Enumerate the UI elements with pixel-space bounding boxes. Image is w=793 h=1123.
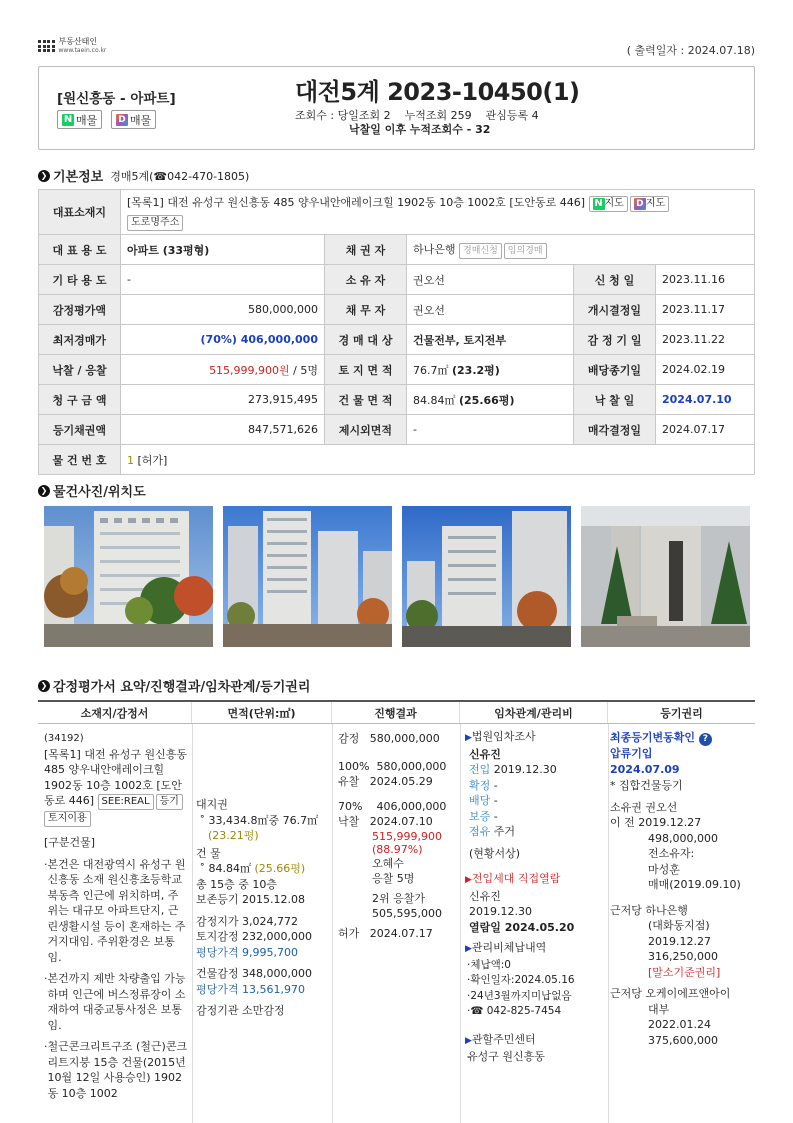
land-right-label: 대지권 <box>196 798 228 811</box>
column-divider <box>608 724 609 1123</box>
owner-value: 권오선 <box>407 265 574 295</box>
other-usage-label: 기 타 용 도 <box>39 265 121 295</box>
fee-check-date: ·확인일자:2024.05.16 <box>467 974 575 986</box>
triangle-right-icon: ▶ <box>465 875 472 885</box>
creditor-label: 채 권 자 <box>325 235 407 265</box>
land-right-area-value: 33,434.8㎡중 76.7㎡ <box>208 813 319 827</box>
logo-url: www.taein.co.kr <box>58 47 107 54</box>
appraisal-value: 580,000,000 <box>121 295 325 325</box>
building-registry-note: * 집합건물등기 <box>610 779 683 792</box>
chevron-right-icon: ❯ <box>38 170 50 182</box>
building-area-value: 84.84㎡ <box>413 393 456 407</box>
mortgage-1-holder: 근저당 하나은행 <box>610 903 688 917</box>
ownership-holder: 소유권 권오선 <box>610 800 678 814</box>
tenant-move-in <box>465 762 608 778</box>
appraisal-note-3: · 철근콘크리트구조 (철근)콘크리트지붕 15층 건물(2015년 10월 12일 사용승인) 1902동 10층 1002 <box>44 1040 188 1100</box>
fee-note: ·24년3월까지미납없음 <box>467 989 572 1002</box>
tenant-deposit-value: - <box>493 809 498 823</box>
dividend-deadline-label: 배당종기일 <box>574 355 656 385</box>
land-area-cell <box>407 355 574 385</box>
sale-date-label: 낙 찰 일 <box>574 385 656 415</box>
building-appraisal: 건물감정 348,000,000 <box>196 967 312 980</box>
daum-icon: D <box>634 198 646 210</box>
tenant-fixed-date-value: - <box>493 778 498 792</box>
progress-round-2-pct: 70% <box>338 799 363 813</box>
progress-round-2-price: 406,000,000 <box>376 799 447 813</box>
land-appraisal: 토지감정 232,000,000 <box>196 930 312 943</box>
building-pyeong-sum: (25.66평) <box>254 862 306 875</box>
building-pyeong-price: 평당가격 13,561,970 <box>196 982 305 996</box>
mortgage-1-branch: (대화동지점) <box>648 919 710 932</box>
tenant-deposit-label: 보증 <box>469 809 491 823</box>
building-area-label: 건 물 면 적 <box>325 385 407 415</box>
min-price-value: 406,000,000 <box>240 333 318 346</box>
progress-bidders: 응찰 5명 <box>372 872 415 885</box>
address-appraisal-column <box>44 731 188 1101</box>
appraisal-note-2-text: 본건까지 제반 차량출입 가능하며 인근에 버스정류장이 소재하여 대중교통사정은 보통임. <box>47 972 186 1032</box>
address-label: 대표소재지 <box>39 190 121 235</box>
col-header-progress: 진행결과 <box>332 702 460 723</box>
tenant-occupancy-value: 주거 <box>493 825 516 838</box>
progress-permit-date: 2024.07.17 <box>369 926 433 940</box>
fee-arrears: ·체납액:0 <box>467 958 511 971</box>
progress-bid: 515,999,900 <box>372 829 442 843</box>
seizure-date: 2024.07.09 <box>610 762 680 776</box>
sale-type-date: 매매(2019.09.10) <box>648 878 741 891</box>
category-label: [원신흥동 - 아파트] <box>57 91 176 107</box>
fee-phone: ·☎ 042-825-7454 <box>467 1005 562 1017</box>
claim-amount-value: 273,915,495 <box>121 385 325 415</box>
household-name: 신유진 <box>469 889 501 903</box>
naver-icon: N <box>594 198 603 209</box>
tenant-dividend <box>465 793 608 809</box>
logo-name: 부동산태인 <box>58 37 98 46</box>
fee-label: 관리비체납내역 <box>471 941 547 954</box>
creditor-cell <box>407 235 755 265</box>
registry-button[interactable]: 등기 <box>156 794 183 810</box>
min-price-percent: (70%) <box>200 333 237 346</box>
help-icon[interactable]: ? <box>699 733 712 746</box>
appraisal-date-value: 2023.11.22 <box>656 325 755 355</box>
mortgage-2-type: 대부 <box>648 1002 670 1016</box>
building-kind: [구분건물] <box>44 836 96 849</box>
tenant-deposit <box>465 809 608 825</box>
appraisal-note-1: · 본건은 대전광역시 유성구 원신흥동 소재 원신흥초등학교 북동측 인근에 위치하며, 주위는 대규모 아파트단지, 근린생활시설 등이 혼재하는 주거지대임. 주위환경은 보통임. <box>44 857 188 966</box>
chevron-right-icon: ❯ <box>38 680 50 692</box>
progress-sold-label: 낙찰 <box>338 815 360 828</box>
building-area-sum: 84.84㎡ <box>208 862 251 875</box>
logo-icon <box>38 40 55 52</box>
extra-area-label: 제시외면적 <box>325 415 407 445</box>
appraisal-note-3-text: 철근콘크리트구조 (철근)콘크리트지붕 15층 건물(2015년 10월 12일 사용승인) 1902동 10층 1002 <box>47 1040 188 1100</box>
appraisal-label: 감정평가액 <box>39 295 121 325</box>
column-divider <box>460 724 461 1123</box>
winning-bid-cell <box>121 355 325 385</box>
progress-failed-date: 2024.05.29 <box>369 775 433 788</box>
tenancy-column <box>465 729 608 1065</box>
household-date: 2019.12.30 <box>469 905 532 918</box>
bidder-count: / 5명 <box>293 363 318 377</box>
naver-map-button[interactable] <box>589 196 628 212</box>
land-area-label: 토 지 면 적 <box>325 355 407 385</box>
land-area-value: 76.7㎡ <box>413 363 449 377</box>
road-address-button[interactable]: 도로명주소 <box>127 215 183 231</box>
appraisal-date-label: 감 정 기 일 <box>574 325 656 355</box>
creditor-value: 하나은행 <box>413 242 456 256</box>
col-header-address: 소재지/감정서 <box>38 702 192 723</box>
tenant-occupancy-label: 점유 <box>469 825 491 838</box>
floor-info: 총 15층 중 10층 <box>196 877 277 891</box>
final-registry-label: 최종등기변동확인 <box>610 731 696 744</box>
item-number-value: 1 <box>127 453 134 467</box>
auction-target-label: 경 매 대 상 <box>325 325 407 355</box>
column-divider <box>192 724 193 1123</box>
start-decision-label: 개시결정일 <box>574 295 656 325</box>
triangle-right-icon: ▶ <box>465 944 472 954</box>
daum-icon: D <box>116 114 128 126</box>
item-permit-status: [허가] <box>137 453 168 467</box>
usage-label: 대 표 용 도 <box>39 235 121 265</box>
progress-sold-date: 2024.07.10 <box>369 815 433 828</box>
progress-sold <box>338 814 460 830</box>
column-divider <box>332 724 333 1123</box>
address-text: [목록1] 대전 유성구 원신흥동 485 양우내안애레이크힐 1902동 10층 1002호 [도안동로 446] <box>127 196 586 209</box>
registered-claim-label: 등기채권액 <box>39 415 121 445</box>
building-area-line: ˚ 84.84㎡ (25.66평) <box>196 862 306 875</box>
basic-info-table <box>38 189 755 475</box>
zip-code: (34192) <box>44 733 84 744</box>
progress-appraisal-value: 580,000,000 <box>369 732 440 745</box>
court-contact: 경매5계(☎042-470-1805) <box>110 169 250 183</box>
views-today: 조회수 : 당일조회 2 <box>295 109 391 122</box>
progress-bid-pct: (88.97%) <box>372 842 423 856</box>
progress-failed-label: 유찰 <box>338 775 360 788</box>
tenant-occupancy <box>465 824 608 840</box>
views-total: 누적조회 259 <box>404 109 472 122</box>
winning-bid-label: 낙찰 / 응찰 <box>39 355 121 385</box>
preservation-registry: 보존등기 2015.12.08 <box>196 893 305 906</box>
registered-claim-value: 847,571,626 <box>121 415 325 445</box>
sale-decision-value: 2024.07.17 <box>656 415 755 445</box>
center-label: 관할주민센터 <box>471 1032 536 1046</box>
basic-info-title: 기본정보 <box>53 170 104 185</box>
appraisal-note-1-text: 본건은 대전광역시 유성구 원신흥동 소재 원신흥초등학교 북동측 인근에 위치하며, 주위는 대규모 아파트단지, 근린생활시설 등이 혼재하는 주거지대임. 주위환경은 보통임. <box>47 857 186 964</box>
daum-listing-button[interactable] <box>111 110 156 129</box>
tenancy-status: (현황서상) <box>469 846 521 860</box>
building-area-cell <box>407 385 574 415</box>
land-price: 감정지가 3,024,772 <box>196 914 298 928</box>
col-header-registry: 등기권리 <box>660 706 703 720</box>
appraisal-note-2: · 본건까지 제반 차량출입 가능하며 인근에 버스정류장이 소재하여 대중교통사정은 보통임. <box>44 971 188 1033</box>
household-label: 전입세대 직접열람 <box>471 872 561 885</box>
progress-round-1 <box>338 759 460 775</box>
daum-map-label: 지도 <box>645 198 666 209</box>
household-heading <box>465 871 608 889</box>
summary-title: 감정평가서 요약/진행결과/임차관계/등기권리 <box>53 680 311 695</box>
usage-value: 아파트 (33평형) <box>121 235 325 265</box>
seereal-button[interactable]: SEE:REAL <box>98 794 154 810</box>
fee-heading <box>465 940 608 958</box>
progress-winner: 오혜수 <box>372 856 404 870</box>
case-title: 대전5계 2023-10450(1) <box>295 78 580 106</box>
naver-listing-button[interactable] <box>57 110 102 129</box>
naver-map-label: 지도 <box>604 198 624 209</box>
logo[interactable] <box>38 37 106 55</box>
summary-address <box>44 747 188 828</box>
col-header-tenancy: 임차관계/관리비 <box>460 702 608 723</box>
debtor-value: 권오선 <box>407 295 574 325</box>
base-right-tag: [말소기준권리] <box>648 965 721 979</box>
court-survey-heading <box>465 729 608 747</box>
sale-decision-label: 매각결정일 <box>574 415 656 445</box>
center-heading <box>465 1032 608 1050</box>
progress-permit <box>338 926 460 942</box>
previous-owner-name: 마성훈 <box>648 862 680 876</box>
mortgage-2-holder: 근저당 오케이에프앤아이 <box>610 987 731 1000</box>
land-use-button[interactable]: 토지이용 <box>44 811 91 827</box>
tenant-dividend-label: 배당 <box>469 794 491 807</box>
property-photo-1[interactable] <box>44 506 213 647</box>
other-usage-value: - <box>121 265 325 295</box>
property-photo-4[interactable] <box>581 506 750 647</box>
property-photo-2[interactable] <box>223 506 392 647</box>
summary-heading <box>38 676 310 695</box>
voluntary-auction-tag: 임의경매 <box>504 243 547 259</box>
progress-appraisal-label: 감정 <box>338 732 360 745</box>
court-survey-label: 법원임차조사 <box>471 730 536 743</box>
apply-date-label: 신 청 일 <box>574 265 656 295</box>
photos-title: 물건사진/위치도 <box>53 485 146 500</box>
mortgage-2-date: 2022.01.24 <box>648 1018 711 1031</box>
item-number-label: 물 건 번 호 <box>39 445 121 475</box>
progress-round-1-pct: 100% <box>338 759 370 773</box>
progress-column <box>338 731 460 941</box>
min-price-label: 최저경매가 <box>39 325 121 355</box>
basic-info-heading <box>38 166 249 185</box>
apply-date-value: 2023.11.16 <box>656 265 755 295</box>
progress-second-value: 505,595,000 <box>372 907 442 920</box>
mortgage-1-amount: 316,250,000 <box>648 950 718 963</box>
tenant-move-in-label: 전입 <box>469 763 491 776</box>
tenant-dividend-value: - <box>493 794 498 807</box>
col-header-area: 면적(단위:㎡) <box>192 702 332 723</box>
land-right-area: ˚ 33,434.8㎡중 76.7㎡ <box>196 813 319 827</box>
after-sale-views: 낙찰일 이후 누적조회수 - 32 <box>349 123 491 136</box>
appraisal-org: 감정기관 소만감정 <box>196 1004 285 1017</box>
ownership-transfer-amount: 498,000,000 <box>648 831 718 845</box>
min-price-cell <box>121 325 325 355</box>
household-viewed-date: 열람일 2024.05.20 <box>469 920 575 934</box>
progress-round-1-price: 580,000,000 <box>376 759 447 773</box>
chevron-right-icon: ❯ <box>38 485 50 497</box>
property-photo-3[interactable] <box>402 506 571 647</box>
land-area-pyeong: (23.2평) <box>452 363 500 377</box>
dividend-deadline-value: 2024.02.19 <box>656 355 755 385</box>
summary-table-header <box>38 700 755 724</box>
progress-appraisal <box>338 731 460 747</box>
naver-listing-label: 매물 <box>76 113 98 127</box>
triangle-right-icon: ▶ <box>465 733 472 743</box>
ownership-transfer-date: 이 전 2019.12.27 <box>610 816 702 829</box>
summary-address-text: [목록1] 대전 유성구 원신흥동 485 양우내안애레이크힐 1902동 10층 1002호 [도안동로 446] <box>44 747 187 807</box>
photos-heading <box>38 481 146 500</box>
daum-map-button[interactable] <box>630 196 669 212</box>
seizure-label: 압류기입 <box>610 747 653 760</box>
progress-second-label: 2위 응찰가 <box>372 891 425 905</box>
winning-bid-value: 515,999,900원 <box>209 363 290 377</box>
progress-failed <box>338 774 460 790</box>
mortgage-2-amount: 375,600,000 <box>648 1033 718 1047</box>
naver-icon: N <box>63 113 73 125</box>
building-label: 건 물 <box>196 846 221 860</box>
progress-round-2 <box>338 799 460 815</box>
claim-amount-label: 청 구 금 액 <box>39 385 121 415</box>
triangle-right-icon: ▶ <box>465 1035 472 1046</box>
progress-permit-label: 허가 <box>338 926 360 940</box>
tenant-fixed-date <box>465 778 608 794</box>
previous-owner-label: 전소유자: <box>648 847 695 860</box>
registry-column <box>610 730 755 1048</box>
area-column <box>196 797 330 1019</box>
final-registry-link[interactable] <box>610 730 755 746</box>
interest-count: 관심등록 4 <box>485 109 539 122</box>
auction-apply-tag: 경매신청 <box>459 243 502 259</box>
tenant-move-in-date: 2019.12.30 <box>493 763 557 776</box>
land-right-pyeong: (23.21평) <box>208 829 259 842</box>
start-decision-value: 2023.11.17 <box>656 295 755 325</box>
print-date: ( 출력일자 : 2024.07.18) <box>626 44 755 57</box>
center-name: 유성구 원신흥동 <box>467 1050 545 1063</box>
owner-label: 소 유 자 <box>325 265 407 295</box>
daum-listing-label: 매물 <box>130 113 152 127</box>
tenant-fixed-date-label: 확정 <box>469 778 491 792</box>
item-number-cell <box>121 445 755 475</box>
tenant-name: 신유진 <box>469 747 501 761</box>
address-cell <box>121 190 755 235</box>
auction-target-value: 건물전부, 토지전부 <box>407 325 574 355</box>
sale-date-value: 2024.07.10 <box>656 385 755 415</box>
building-area-pyeong: (25.66평) <box>459 393 515 407</box>
mortgage-1-date: 2019.12.27 <box>648 934 711 948</box>
extra-area-value: - <box>407 415 574 445</box>
land-pyeong-price: 평당가격 9,995,700 <box>196 945 298 959</box>
debtor-label: 채 무 자 <box>325 295 407 325</box>
